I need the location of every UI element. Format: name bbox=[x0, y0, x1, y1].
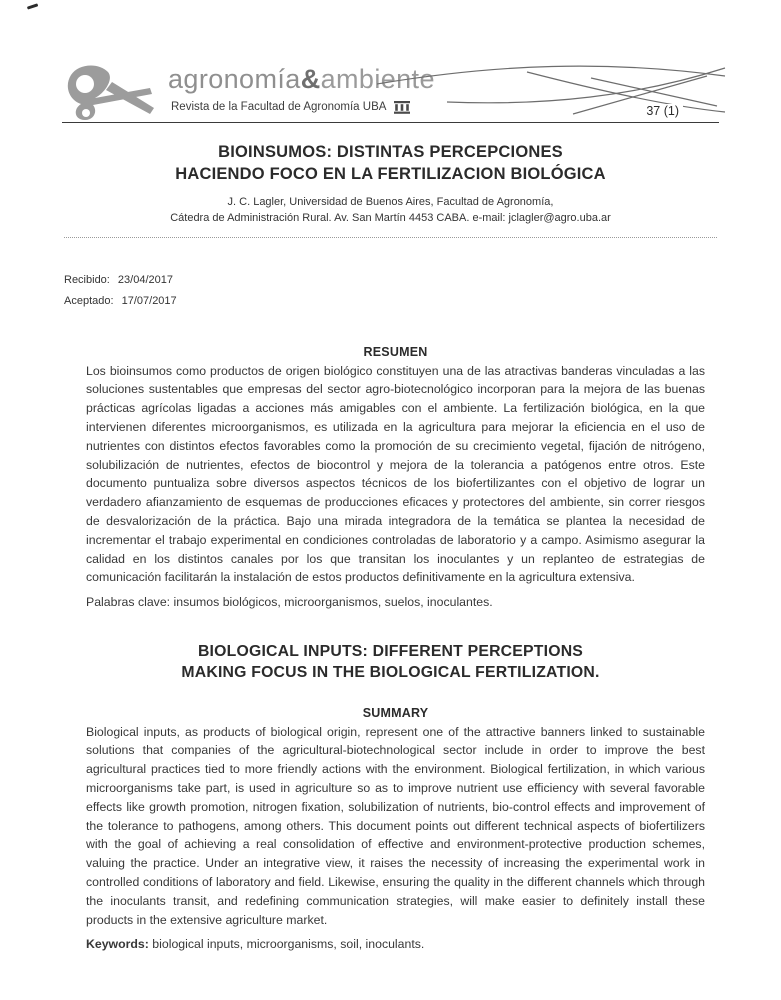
journal-wordmark bbox=[168, 64, 435, 95]
wordmark-first: agronomía bbox=[168, 64, 301, 94]
palabras-clave-text: insumos biológicos, microorganismos, suelos, inoculantes. bbox=[173, 595, 493, 610]
summary-heading: SUMMARY bbox=[362, 705, 429, 720]
author-line1: J. C. Lagler, Universidad de Buenos Aires, Facultad de Agronomía, bbox=[227, 195, 554, 208]
header-rule bbox=[62, 122, 719, 123]
wordmark-ampersand-icon: & bbox=[300, 64, 321, 94]
article-title-line2: HACIENDO FOCO EN LA FERTILIZACION BIOLÓGICA bbox=[175, 164, 606, 183]
summary-section bbox=[64, 706, 717, 955]
english-title-line1: BIOLOGICAL INPUTS: DIFFERENT PERCEPTIONS bbox=[197, 642, 584, 660]
scan-artifact bbox=[27, 3, 38, 9]
resumen-heading: RESUMEN bbox=[363, 344, 428, 359]
article-title-line1: BIOINSUMOS: DISTINTAS PERCEPCIONES bbox=[218, 143, 563, 161]
resumen-body: Los bioinsumos como productos de origen biológico constituyen una de las atractivas banderas vinculadas a las soluciones sustentables que empresas del sector agro-biotecnológico incorporan para la mejora de las buenas prácticas agrícolas ligadas a acciones más amigables con el ambiente. La fertilización biológica, en la que intervienen diferentes microorganismos, es utilizada en la agricultura para mejorar la eficiencia en el uso de nutrientes con distintos efectos favorables como la promoción de su crecimiento vegetal, fijación de nitrógeno, solubilización de nutrientes, efectos de biocontrol y mejora de la tolerancia a patógenos entre otros. Este documento puntualiza sobre diversos aspectos técnicos de los biofertilizantes con el objetivo de lograr un verdadero afianzamiento de esquemas de producciones eficaces y protectores del ambiente, sin correr riesgos de desvalorización de la práctica. Bajo una mirada integradora de la temática se plantea la necesidad de incrementar el trabajo experimental en condiciones controladas de laboratorio y a campo. Asimismo asegurar la calidad en los distintos canales por los que transitan los inoculantes y un replanteo de estrategias de comunicación facilitarán la instalación de estos productos definitivamente en la agricultura extensiva. bbox=[86, 363, 705, 585]
journal-logo-icon bbox=[64, 64, 156, 122]
article-title bbox=[64, 142, 717, 186]
journal-subtitle: Revista de la Facultad de Agronomía UBA bbox=[171, 101, 387, 113]
author-line2: Cátedra de Administración Rural. Av. San Martín 4453 CABA. e-mail: jclagler@agro.uba.ar bbox=[170, 212, 611, 225]
accepted-label: Aceptado: bbox=[64, 294, 114, 307]
divider-dotted bbox=[64, 237, 717, 238]
issue-number: 37 (1) bbox=[642, 104, 683, 118]
author-affiliation bbox=[64, 194, 717, 227]
journal-subtitle-row bbox=[171, 100, 411, 114]
journal-header bbox=[64, 66, 717, 128]
palabras-clave-label: Palabras clave: bbox=[86, 595, 171, 610]
received-label: Recibido: bbox=[64, 273, 110, 286]
accepted-row bbox=[64, 295, 717, 307]
uba-crest-icon bbox=[393, 100, 411, 114]
article-content bbox=[64, 142, 717, 954]
summary-body: Biological inputs, as products of biological origin, represent one of the attractive banners linked to sustainable solutions that companies of the agricultural-biotechnological sector include in order to improve the best agricultural practices tied to more friendly actions with the environment. Biological fertilization, in which various microorganisms take part, is used in agriculture so as to improve nutrient use efficiency with several favorable effects like growth promotion, nitrogen fixation, solubilization of nutrients, bio-control effects and improvement of the tolerance to pathogens, among others. This document points out different technical aspects of biofertilizers with the goal of achieving a real consolidation of effective and environment-protective production schemes, valuing the practice. Under an integrative view, it raises the necessity of increasing the experimental work in controlled conditions of laboratory and field. Likewise, ensuring the quality in the different channels which through the inoculants transit, and redefining communication strategies, will make easier to definitely install these products in the extensive agriculture market. bbox=[86, 724, 705, 927]
palabras-clave-line bbox=[86, 593, 705, 612]
wordmark-second: ambiente bbox=[320, 64, 435, 94]
resumen-section bbox=[64, 345, 717, 612]
keywords-line bbox=[86, 935, 705, 954]
english-title-line2: MAKING FOCUS IN THE BIOLOGICAL FERTILIZATION. bbox=[181, 663, 600, 681]
received-date: 23/04/2017 bbox=[117, 273, 173, 286]
received-row bbox=[64, 274, 717, 286]
keywords-text: biological inputs, microorganisms, soil, inoculants. bbox=[152, 937, 425, 952]
submission-dates bbox=[64, 274, 717, 307]
accepted-date: 17/07/2017 bbox=[121, 294, 177, 307]
english-title bbox=[64, 642, 717, 684]
keywords-label: Keywords: bbox=[86, 937, 149, 952]
